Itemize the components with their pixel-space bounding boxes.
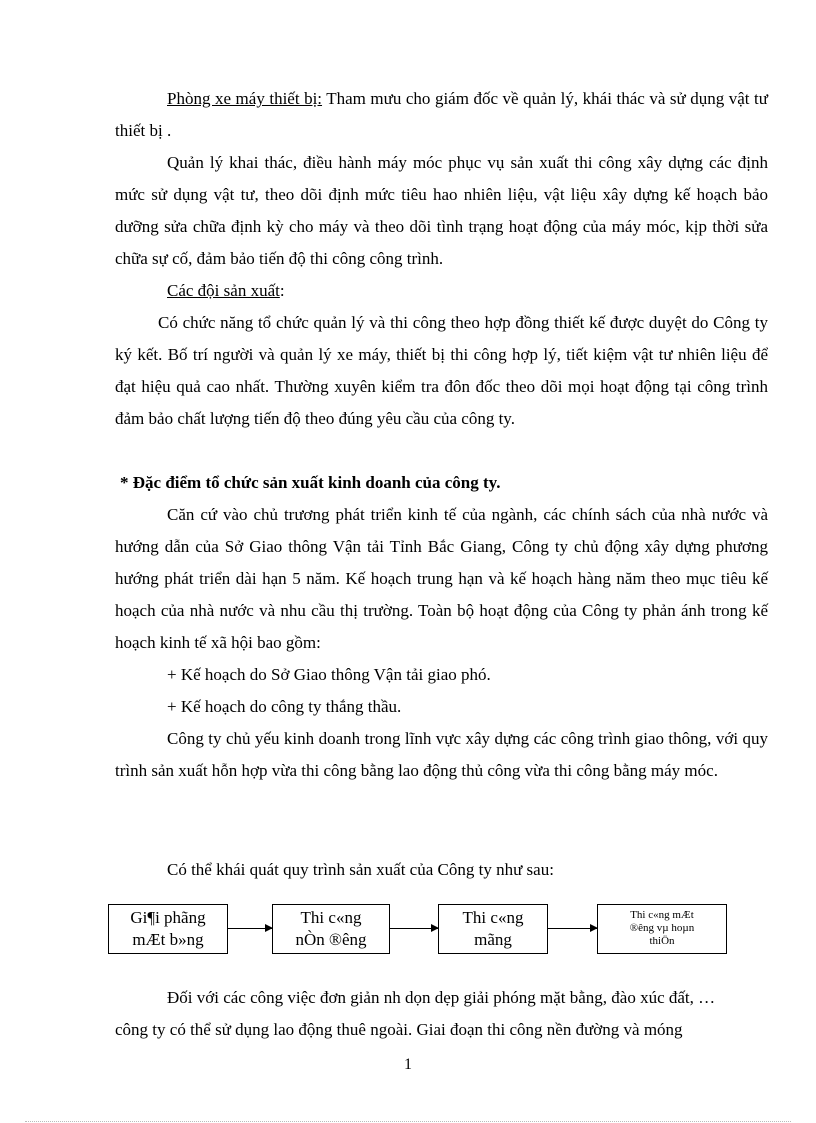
flow-intro: Có thể khái quát quy trình sản xuất của Công ty như sau: <box>167 860 554 879</box>
flow-step-foundation <box>438 904 548 954</box>
flow-step-surface-finishing-line3: thiÖn <box>649 935 675 947</box>
paragraph-equipment-detail: Quản lý khai thác, điều hành máy móc phục vụ sản xuất thi công xây dựng các định mức sử dụng vật tư, theo dõi định mức tiêu hao nhiên liệu, vật liệu xây dựng kế hoạch bảo dưỡng sửa chữa định kỳ cho máy và theo dõi tình trạng hoạt động của máy móc, kịp thời sửa chữa sự cố, đảm bảo tiến độ thi công công trình. <box>115 153 768 268</box>
text-equipment-department: Tham mưu cho giám đốc về quản lý, khái thác và sử dụng vật tư thiết bị . <box>115 89 768 140</box>
flow-arrow-1 <box>228 928 272 929</box>
heading-production-teams: Các đội sản xuất <box>167 281 280 300</box>
paragraph-production-teams: Có chức năng tổ chức quản lý và thi công theo hợp đồng thiết kế được duyệt do Công ty ký kết. Bố trí người và quản lý xe máy, thiết bị thi công hợp lý, tiết kiệm vật tư nhiên liệu để đạt hiệu quả cao nhất. Thường xuyên kiểm tra đôn đốc theo dõi mọi hoạt động tại công trình đảm bảo chất lượng tiến độ theo đúng yêu cầu của công ty. <box>115 313 768 428</box>
heading-business-characteristics: * Đặc điểm tổ chức sản xuất kinh doanh của công ty. <box>120 473 501 492</box>
heading-production-teams-colon: : <box>279 281 285 300</box>
flow-step-surface-finishing-line2: ®êng vµ hoµn <box>629 922 695 934</box>
paragraph-production-teams-heading <box>115 275 768 307</box>
flow-step-roadbed-line1: Thi c«ng <box>300 908 362 927</box>
paragraph-outsourcing-line2: công ty có thể sử dụng lao động thuê ngoài. Giai đoạn thi công nền đường và móng <box>115 1020 683 1039</box>
flow-step-site-clearance-line1: Gi¶i phãng <box>130 908 206 927</box>
plan-item-tender: + Kế hoạch do công ty thắng thầu. <box>167 697 402 716</box>
flow-step-surface-finishing-line1: Thi c«ng mÆt <box>630 909 694 921</box>
flow-step-roadbed-line2: nÒn ®êng <box>295 930 367 949</box>
heading-equipment-department: Phòng xe máy thiết bị: <box>167 89 323 108</box>
flow-arrow-3 <box>548 928 597 929</box>
flow-step-foundation-line2: mãng <box>474 930 512 949</box>
paragraph-equipment-department <box>115 83 768 147</box>
plan-item-department: + Kế hoạch do Sở Giao thông Vận tải giao phó. <box>167 665 491 684</box>
flow-step-site-clearance-line2: mÆt b»ng <box>132 930 204 949</box>
flow-arrow-2 <box>390 928 438 929</box>
page-bottom-dotted-rule <box>25 1121 791 1122</box>
page-number: 1 <box>404 1056 412 1073</box>
flow-step-foundation-line1: Thi c«ng <box>462 908 524 927</box>
flow-step-surface-finishing <box>597 904 727 954</box>
flow-step-roadbed <box>272 904 390 954</box>
paragraph-plan-basis: Căn cứ vào chủ trương phát triển kinh tế của ngành, các chính sách của nhà nước và hướng dẫn của Sở Giao thông Vận tải Tỉnh Bắc Giang, Công ty chủ động xây dựng phương hướng phát triển dài hạn 5 năm. Kế hoạch trung hạn và kế hoạch hàng năm theo mục tiêu kế hoạch của nhà nước và nhu cầu thị trường. Toàn bộ hoạt động của Công ty phản ánh trong kế hoạch kinh tế xã hội bao gồm: <box>115 505 768 652</box>
paragraph-outsourcing-line1: Đối với các công việc đơn giản nh dọn dẹp giải phóng mặt bằng, đào xúc đất, … <box>167 988 716 1007</box>
paragraph-business-field: Công ty chủ yếu kinh doanh trong lĩnh vực xây dựng các công trình giao thông, với quy trình sản xuất hỗn hợp vừa thi công bằng lao động thủ công vừa thi công bằng máy móc. <box>115 729 768 780</box>
flow-step-site-clearance <box>108 904 228 954</box>
